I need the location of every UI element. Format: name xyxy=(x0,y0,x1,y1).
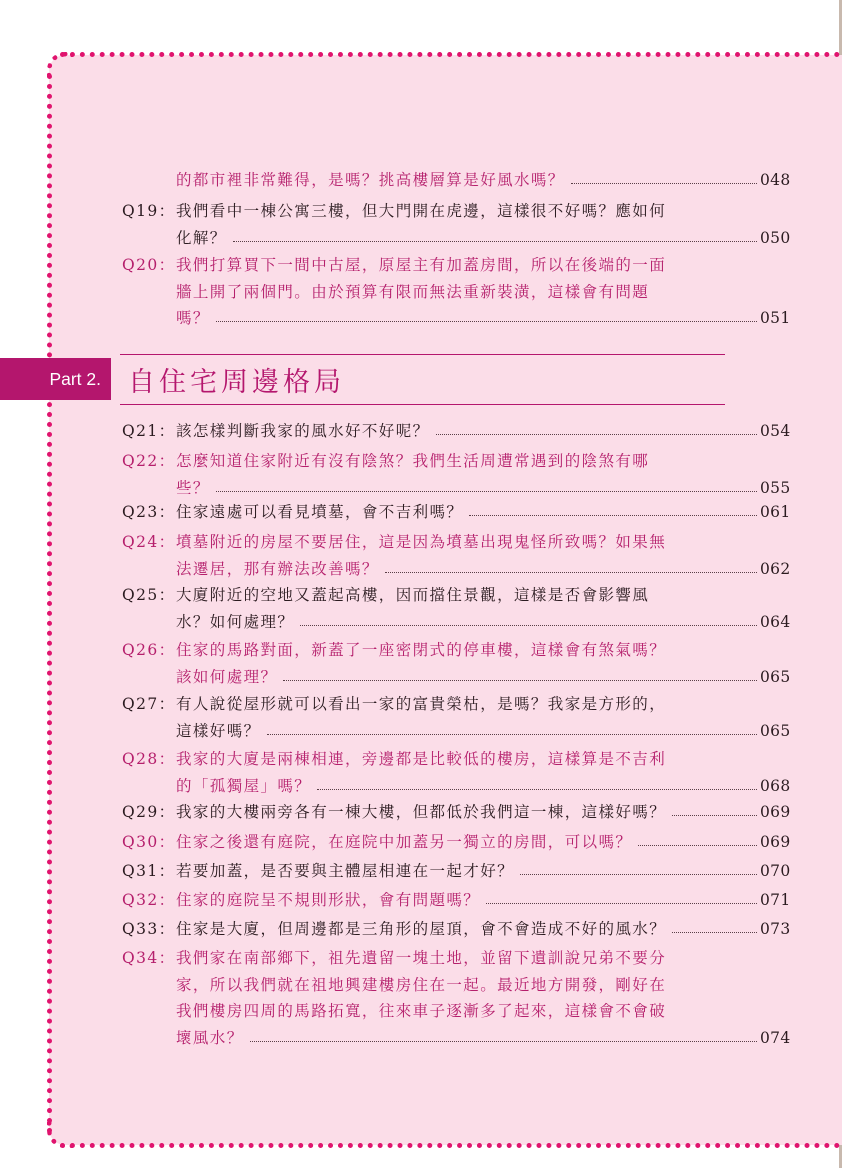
question-text-line: 我家的大樓兩旁各有一棟大樓，但都低於我們這一棟，這樣好嗎？ xyxy=(176,803,667,821)
question-number: Q22： xyxy=(122,452,176,470)
dotted-corner-top-left xyxy=(47,52,73,78)
question-text-line: 家，所以我們就在祖地興建樓房住在一起。最近地方開發，剛好在 xyxy=(176,975,667,994)
page-number: 065 xyxy=(760,667,791,686)
question-text-line: 該如何處理？ xyxy=(176,667,278,686)
dot-leader xyxy=(672,815,757,816)
dot-leader xyxy=(469,515,757,516)
question-text-line: 住家之後還有庭院，在庭院中加蓋另一獨立的房間，可以嗎？ xyxy=(176,833,633,851)
page-number: 073 xyxy=(760,920,791,938)
question-number: Q20： xyxy=(122,256,176,274)
page-number: 065 xyxy=(760,721,791,740)
dotted-corner-bottom-left xyxy=(47,1122,73,1148)
question-text-line: 該怎樣判斷我家的風水好不好呢？ xyxy=(176,422,430,440)
dot-leader xyxy=(300,625,757,626)
page-number: 062 xyxy=(760,559,791,578)
question-number: Q29： xyxy=(122,803,176,821)
dotted-border-bottom xyxy=(60,1143,842,1148)
dotted-border-top xyxy=(60,52,842,57)
page-number: 071 xyxy=(760,891,791,909)
question-number: Q19： xyxy=(122,202,176,220)
question-text-line: 壞風水？ xyxy=(176,1028,244,1047)
page-number: 054 xyxy=(760,422,791,440)
question-number: Q32： xyxy=(122,891,176,909)
dot-leader xyxy=(317,789,757,790)
dot-leader xyxy=(571,183,757,184)
page-number: 068 xyxy=(760,776,791,795)
question-number: Q33： xyxy=(122,920,176,938)
question-number: Q27： xyxy=(122,695,176,713)
page-number: 064 xyxy=(760,612,791,631)
question-text-line: 的都市裡非常難得，是嗎？挑高樓層算是好風水嗎？ xyxy=(176,171,565,189)
part-rule-bottom xyxy=(120,404,725,405)
question-text-line: 若要加蓋，是否要與主體屋相連在一起才好？ xyxy=(176,862,515,880)
dot-leader xyxy=(672,932,757,933)
question-number: Q23： xyxy=(122,503,176,521)
page-number: 051 xyxy=(760,309,791,327)
dot-leader xyxy=(486,903,757,904)
question-text-line: 我家的大廈是兩棟相連，旁邊都是比較低的樓房，這樣算是不吉利 xyxy=(176,750,667,768)
dot-leader xyxy=(250,1041,757,1042)
page-number: 061 xyxy=(760,503,791,521)
question-text-line: 住家的庭院呈不規則形狀，會有問題嗎？ xyxy=(176,891,481,909)
page-number: 074 xyxy=(760,1028,791,1047)
question-text-line: 我們樓房四周的馬路拓寬，往來車子逐漸多了起來，這樣會不會破 xyxy=(176,1002,667,1020)
part-title: 自住宅周邊格局 xyxy=(128,367,345,398)
question-text-line: 住家的馬路對面，新蓋了一座密閉式的停車樓，這樣會有煞氣嗎？ xyxy=(176,641,667,659)
question-text-line: 牆上開了兩個門。由於預算有限而無法重新裝潢，這樣會有問題 xyxy=(176,282,650,301)
page-number: 069 xyxy=(760,833,791,851)
question-number: Q21： xyxy=(122,422,176,440)
dot-leader xyxy=(385,572,757,573)
dot-leader xyxy=(638,845,757,846)
question-number: Q34： xyxy=(122,949,176,967)
question-text-line: 的「孤獨屋」嗎？ xyxy=(176,776,312,795)
page-number: 048 xyxy=(760,171,791,189)
question-text-line: 怎麼知道住家附近有沒有陰煞？我們生活周遭常遇到的陰煞有哪 xyxy=(176,452,650,470)
question-text-line: 法遷居，那有辦法改善嗎？ xyxy=(176,559,379,578)
question-text-line: 我們打算買下一間中古屋，原屋主有加蓋房間，所以在後端的一面 xyxy=(176,256,667,274)
page-number: 055 xyxy=(760,478,791,497)
dotted-border-left xyxy=(47,74,52,1134)
question-text-line: 墳墓附近的房屋不要居住，這是因為墳墓出現鬼怪所致嗎？如果無 xyxy=(176,533,667,551)
part-rule-top xyxy=(120,354,725,355)
question-number: Q28： xyxy=(122,750,176,768)
part-label-tab: Part 2. xyxy=(0,358,111,400)
question-text-line: 我們看中一棟公寓三樓，但大門開在虎邊，這樣很不好嗎？應如何 xyxy=(176,202,667,220)
question-text-line: 嗎？ xyxy=(176,309,210,327)
question-text-line: 大廈附近的空地又蓋起高樓，因而擋住景觀，這樣是否會影響風 xyxy=(176,586,650,604)
page-number: 069 xyxy=(760,803,791,821)
question-text-line: 住家遠處可以看見墳墓，會不吉利嗎？ xyxy=(176,503,464,521)
dot-leader xyxy=(233,241,757,242)
dot-leader xyxy=(436,434,757,435)
question-text-line: 這樣好嗎？ xyxy=(176,721,261,740)
dot-leader xyxy=(520,874,757,875)
dot-leader xyxy=(283,680,757,681)
question-text-line: 些？ xyxy=(176,478,210,497)
question-number: Q24： xyxy=(122,533,176,551)
dot-leader xyxy=(267,734,757,735)
dot-leader xyxy=(216,491,757,492)
question-text-line: 有人說從屋形就可以看出一家的富貴榮枯，是嗎？我家是方形的， xyxy=(176,695,667,713)
question-number: Q26： xyxy=(122,641,176,659)
question-text-line: 我們家在南部鄉下，祖先遺留一塊土地，並留下遺訓說兄弟不要分 xyxy=(176,949,667,967)
question-number: Q30： xyxy=(122,833,176,851)
dot-leader xyxy=(216,321,757,322)
question-text-line: 住家是大廈，但周邊都是三角形的屋頂，會不會造成不好的風水？ xyxy=(176,920,667,938)
question-text-line: 化解？ xyxy=(176,228,227,247)
question-number: Q25： xyxy=(122,586,176,604)
question-text-line: 水？如何處理？ xyxy=(176,612,295,631)
page-number: 050 xyxy=(760,228,791,247)
question-number: Q31： xyxy=(122,862,176,880)
page-number: 070 xyxy=(760,862,791,880)
